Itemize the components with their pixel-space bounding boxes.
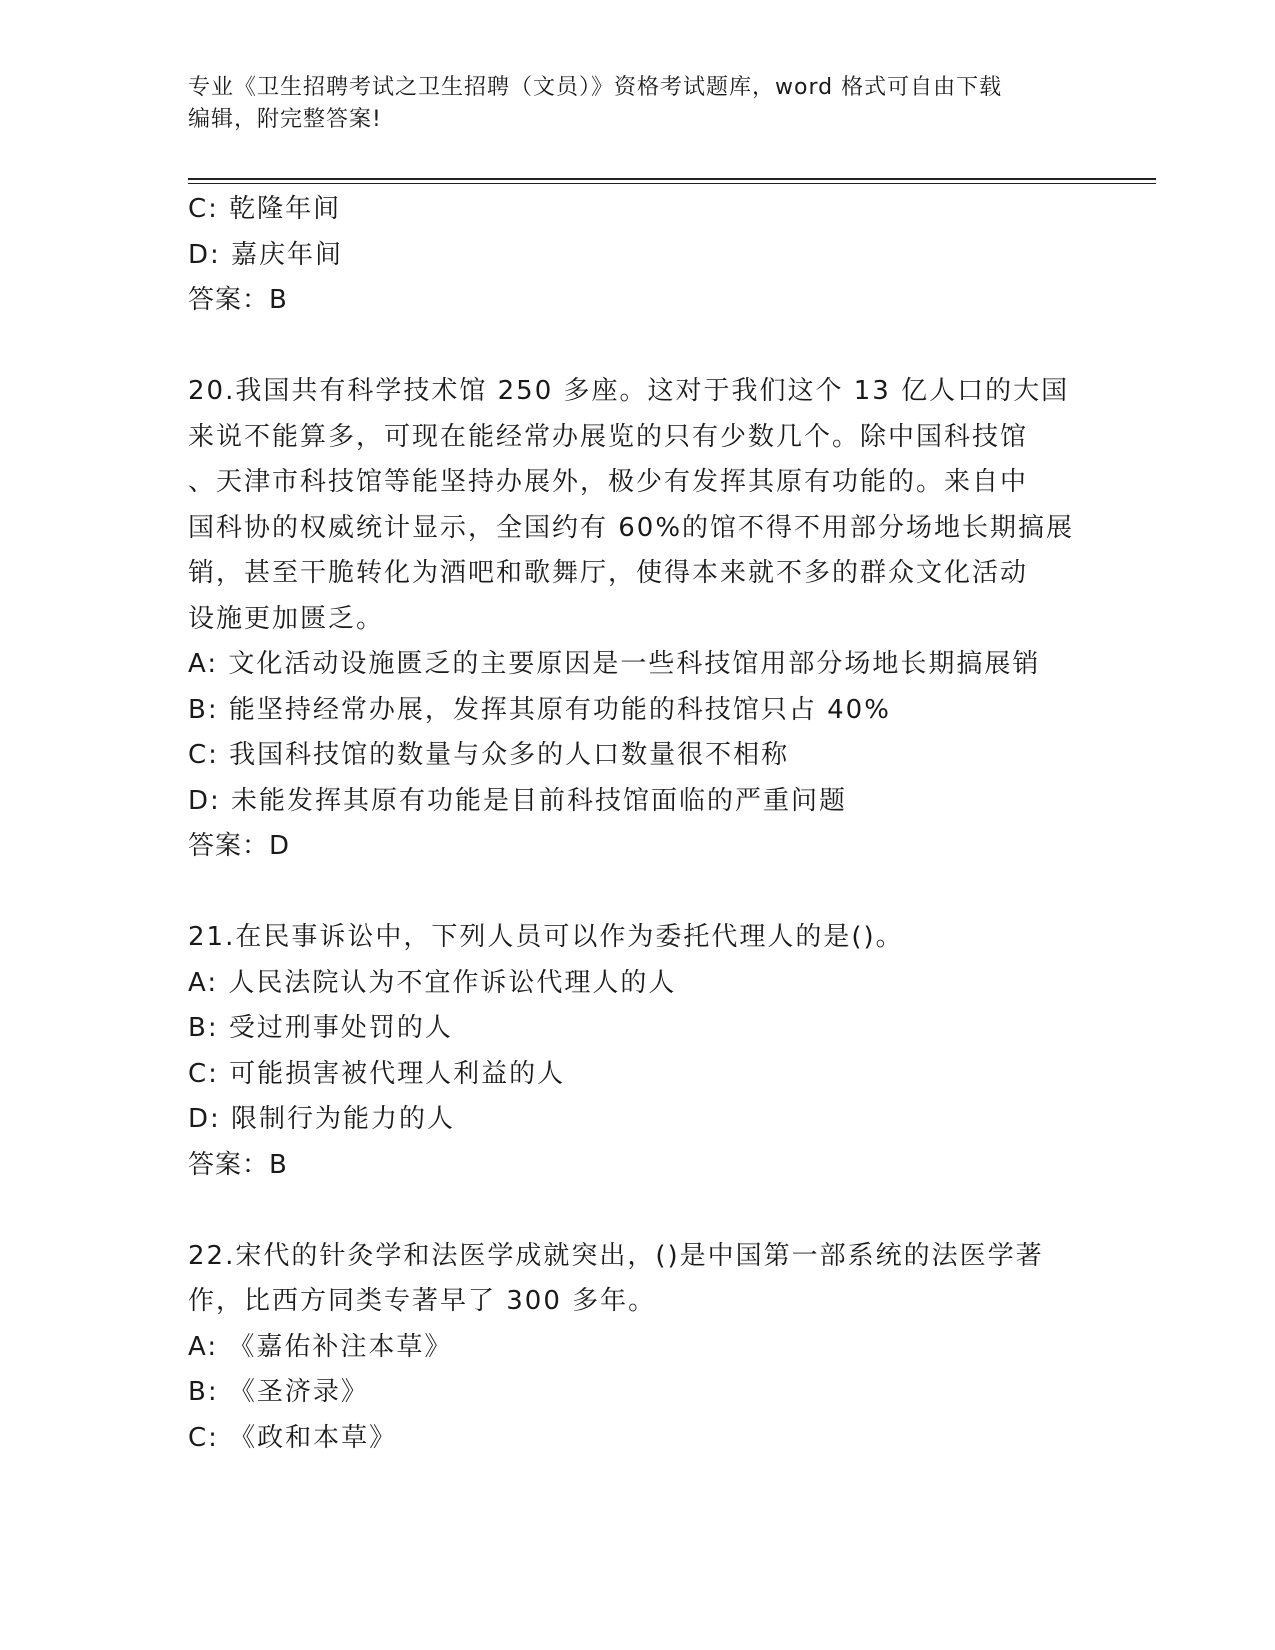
option-a: A: 人民法院认为不宜作诉讼代理人的人 bbox=[188, 967, 677, 998]
answer: 答案：B bbox=[188, 285, 288, 315]
answer: 答案：B bbox=[188, 1149, 288, 1180]
option-c: C: 《政和本草》 bbox=[188, 1422, 398, 1453]
option-d: D: 限制行为能力的人 bbox=[188, 1104, 456, 1134]
question-stem-line: 20.我国共有科学技术馆 250 多座。这对于我们这个 13 亿人口的大国 bbox=[188, 376, 1070, 406]
question-stem-line: 设施更加匮乏。 bbox=[188, 603, 385, 634]
option-a: A: 《嘉佑补注本草》 bbox=[188, 1331, 453, 1362]
header-divider-thin bbox=[188, 183, 1156, 184]
answer: 答案：D bbox=[188, 831, 291, 861]
question-20 bbox=[188, 369, 1088, 870]
header-divider-thick bbox=[188, 178, 1156, 180]
question-stem-line: 作，比西方同类专著早了 300 多年。 bbox=[188, 1286, 657, 1316]
option-c: C: 乾隆年间 bbox=[188, 194, 342, 224]
document-body bbox=[188, 187, 1088, 1461]
question-stem-line: 来说不能算多，可现在能经常办展览的只有少数几个。除中国科技馆 bbox=[188, 421, 1029, 452]
option-c: C: 可能损害被代理人利益的人 bbox=[188, 1058, 566, 1089]
question-stem-line: 销，甚至干脆转化为酒吧和歌舞厅，使得本来就不多的群众文化活动 bbox=[188, 558, 1029, 588]
question-22 bbox=[188, 1234, 1088, 1462]
option-a: A: 文化活动设施匮乏的主要原因是一些科技馆用部分场地长期搞展销 bbox=[188, 649, 1041, 679]
question-stem-line: 21.在民事诉讼中，下列人员可以作为委托代理人的是()。 bbox=[188, 922, 904, 952]
option-d: D: 未能发挥其原有功能是目前科技馆面临的严重问题 bbox=[188, 785, 848, 816]
header-line-2: 编辑，附完整答案! bbox=[188, 107, 382, 132]
document-header bbox=[188, 72, 1088, 136]
option-d: D: 嘉庆年间 bbox=[188, 239, 344, 270]
question-21 bbox=[188, 915, 1088, 1188]
option-b: B: 受过刑事处罚的人 bbox=[188, 1013, 453, 1043]
question-stem-line: 、天津市科技馆等能坚持办展外，极少有发挥其原有功能的。来自中 bbox=[188, 467, 1029, 497]
question-19-tail bbox=[188, 187, 1088, 324]
question-stem-line: 国科协的权威统计显示，全国约有 60%的馆不得不用部分场地长期搞展 bbox=[188, 512, 1075, 543]
question-stem-line: 22.宋代的针灸学和法医学成就突出，()是中国第一部系统的法医学著 bbox=[188, 1240, 1044, 1271]
header-line-1: 专业《卫生招聘考试之卫生招聘（文员）》资格考试题库，word 格式可自由下载 bbox=[188, 75, 1003, 100]
option-b: B: 《圣济录》 bbox=[188, 1377, 369, 1407]
option-c: C: 我国科技馆的数量与众多的人口数量很不相称 bbox=[188, 740, 790, 770]
option-b: B: 能坚持经常办展，发挥其原有功能的科技馆只占 40% bbox=[188, 694, 891, 725]
